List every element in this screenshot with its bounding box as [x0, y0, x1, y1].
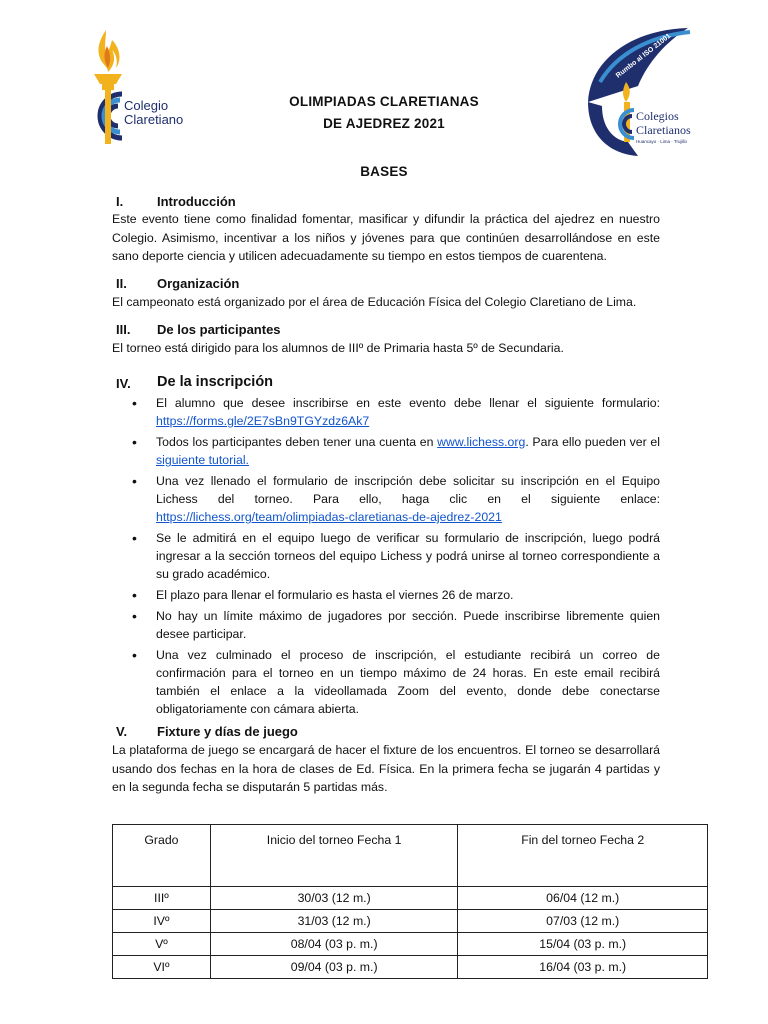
- section-text-participantes: El torneo está dirigido para los alumnos de IIIº de Primaria hasta 5º de Secundaria.: [112, 341, 564, 355]
- bullet-text: No hay un límite máximo de jugadores por sección. Puede inscribirse libremente quien desee participar.: [156, 609, 660, 641]
- doc-title-bases: BASES: [360, 164, 408, 179]
- section-title: Organización: [157, 276, 240, 291]
- table-cell: 09/04 (03 p. m.): [210, 956, 458, 979]
- table-cell: Vº: [113, 933, 211, 956]
- section-number: I.: [116, 194, 124, 209]
- doc-title-line1: OLIMPIADAS CLARETIANAS: [289, 94, 479, 109]
- logo-right-line2: Claretianos: [636, 123, 691, 137]
- list-item: [132, 607, 660, 643]
- table-row: [113, 956, 708, 979]
- logo-left-line2: Claretiano: [124, 112, 184, 127]
- inscripcion-list: [132, 394, 660, 721]
- bullet-text: . Para ello pueden ver el: [525, 435, 660, 449]
- list-item: [132, 433, 660, 469]
- bullet-text: El alumno que desee inscribirse en este evento debe llenar el siguiente formulario:: [156, 396, 660, 410]
- table-cell: VIº: [113, 956, 211, 979]
- doc-title-line2: DE AJEDREZ 2021: [323, 116, 445, 131]
- section-title: Fixture y días de juego: [157, 724, 298, 739]
- table-cell: IIIº: [113, 887, 211, 910]
- table-row: [113, 910, 708, 933]
- table-cell: 31/03 (12 m.): [210, 910, 458, 933]
- list-item: [132, 586, 660, 604]
- column-header: Inicio del torneo Fecha 1: [210, 825, 458, 887]
- table-cell: 08/04 (03 p. m.): [210, 933, 458, 956]
- section-text-organizacion: El campeonato está organizado por el área de Educación Física del Colegio Claretiano de Lima.: [112, 295, 637, 309]
- bullet-text: Una vez llenado el formulario de inscripción debe solicitar su inscripción en el Equipo Lichess del torneo. Para ello, haga clic en el siguiente enlace:: [156, 474, 660, 506]
- colegios-claretianos-iso-logo: [578, 22, 708, 162]
- section-number: II.: [116, 276, 127, 291]
- section-title: De los participantes: [157, 322, 281, 337]
- table-cell: 15/04 (03 p. m.): [458, 933, 708, 956]
- logo-left-line1: Colegio: [124, 98, 169, 113]
- section-title: Introducción: [157, 194, 236, 209]
- logo-right-arc-text: Rumbo al ISO 21001: [614, 32, 673, 80]
- table-row: [113, 887, 708, 910]
- list-item: [132, 472, 660, 526]
- section-title: De la inscripción: [157, 374, 274, 390]
- column-header: Fin del torneo Fecha 2: [458, 825, 708, 887]
- form-link[interactable]: https://forms.gle/2E7sBn9TGYzdz6Ak7: [156, 414, 370, 428]
- fixture-table: [112, 824, 708, 979]
- section-number: IV.: [116, 376, 131, 391]
- table-cell: 30/03 (12 m.): [210, 887, 458, 910]
- logo-right-subtext: Huancayo · Lima · Trujillo: [636, 139, 688, 144]
- table-cell: 07/03 (12 m.): [458, 910, 708, 933]
- list-item: [132, 529, 660, 583]
- section-number: III.: [116, 322, 131, 337]
- section-text-fixture: La plataforma de juego se encargará de hacer el fixture de los encuentros. El torneo se desarrollará usando dos fechas en la hora de clases de Ed. Física. En la primera fecha se jugarán 4 partidas y en la segunda fecha se disputarán 5 partidas más.: [112, 743, 660, 794]
- section-text-introduccion: Este evento tiene como finalidad fomentar, masificar y difundir la práctica del ajedrez en nuestro Colegio. Asimismo, incentivar a los niños y jóvenes para que continúen desarrollándose en este sano deporte ciencia y utilicen adecuadamente su tiempo en estos tiempos de cuarentena.: [112, 212, 660, 263]
- column-header: Grado: [113, 825, 211, 887]
- bullet-text: El plazo para llenar el formulario es hasta el viernes 26 de marzo.: [156, 588, 514, 602]
- table-row: [113, 933, 708, 956]
- table-cell: 16/04 (03 p. m.): [458, 956, 708, 979]
- bullet-text: Todos los participantes deben tener una cuenta en: [156, 435, 434, 449]
- bullet-text: Se le admitirá en el equipo luego de verificar su formulario de inscripción, luego podrá ingresar a la sección torneos del equipo Lichess y podrá unirse al torneo correspondiente a su grado académico.: [156, 531, 660, 581]
- lichess-team-link[interactable]: https://lichess.org/team/olimpiadas-claretianas-de-ajedrez-2021: [156, 510, 502, 524]
- section-number: V.: [116, 724, 128, 739]
- bullet-text: Una vez culminado el proceso de inscripción, el estudiante recibirá un correo de confirmación para el torneo en un tiempo máximo de 24 horas. En este email recibirá también el enlace a la videollamada Zoom del evento, donde debe conectarse obligatoriamente con cámara abierta.: [156, 648, 660, 716]
- list-item: [132, 646, 660, 718]
- lichess-link[interactable]: www.lichess.org: [437, 435, 526, 449]
- table-cell: 06/04 (12 m.): [458, 887, 708, 910]
- table-cell: IVº: [113, 910, 211, 933]
- list-item: [132, 394, 660, 430]
- table-header-row: [113, 825, 708, 887]
- logo-right-line1: Colegios: [636, 109, 679, 123]
- tutorial-link[interactable]: siguiente tutorial.: [156, 453, 249, 467]
